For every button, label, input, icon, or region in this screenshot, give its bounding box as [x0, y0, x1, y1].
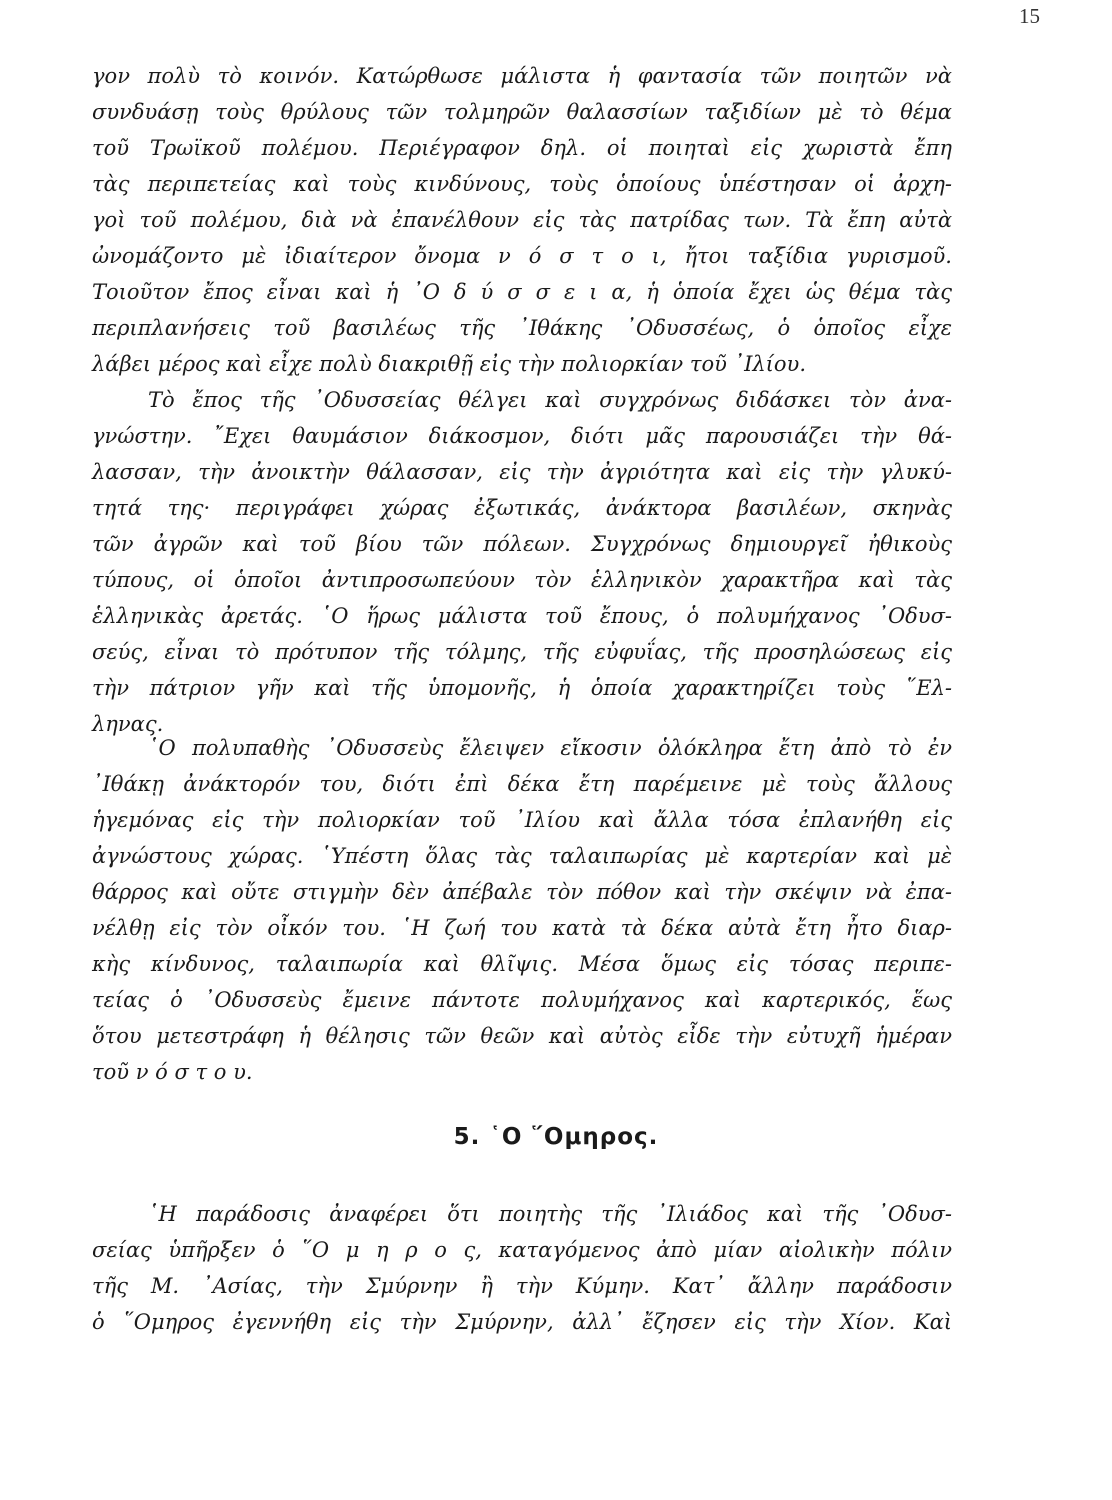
text-line: τοῦ Τρωϊκοῦ πολέμου. Περιέγραφον δηλ. οἱ ποιηταὶ εἰς χωριστὰ ἔπη [92, 136, 952, 160]
text-line: ᾿Ιθάκῃ ἀνάκτορόν του, διότι ἐπὶ δέκα ἔτη παρέμεινε μὲ τοὺς ἄλλους [92, 772, 952, 796]
text-line: τοῦ ν ό σ τ ο υ. [92, 1060, 253, 1084]
text-line: νέλθῃ εἰς τὸν οἶκόν του. ῾Η ζωή του κατὰ τὰ δέκα αὐτὰ ἔτη ἦτο διαρ- [92, 916, 952, 940]
text-line: τὴν πάτριον γῆν καὶ τῆς ὑπομονῆς, ἡ ὁποία χαρακτηρίζει τοὺς ῞Ελ- [92, 676, 952, 700]
text-line: ῾Ο πολυπαθὴς ᾿Οδυσσεὺς ἔλειψεν εἴκοσιν ὁλόκληρα ἔτη ἀπὸ τὸ ἐν [148, 736, 952, 760]
text-line: γον πολὺ τὸ κοινόν. Κατώρθωσε μάλιστα ἡ φαντασία τῶν ποιητῶν νὰ [92, 64, 952, 88]
text-line: ὁ ῞Ομηρος ἐγεννήθη εἰς τὴν Σμύρνην, ἀλλ᾿ ἔζησεν εἰς τὴν Χίον. Καὶ [92, 1310, 952, 1334]
text-line: γνώστην. ῎Εχει θαυμάσιον διάκοσμον, διότι μᾶς παρουσιάζει τὴν θά- [92, 424, 952, 448]
text-line: γοὶ τοῦ πολέμου, διὰ νὰ ἐπανέλθουν εἰς τὰς πατρίδας των. Τὰ ἔπη αὐτὰ [92, 208, 952, 232]
page-number: 15 [1019, 4, 1040, 28]
paragraph-4 [92, 1196, 952, 1340]
text-line: ὅτου μετεστράφη ἡ θέλησις τῶν θεῶν καὶ αὐτὸς εἶδε τὴν εὐτυχῆ ἡμέραν [92, 1024, 952, 1048]
text-line: τῶν ἀγρῶν καὶ τοῦ βίου τῶν πόλεων. Συγχρόνως δημιουργεῖ ἠθικοὺς [92, 532, 952, 556]
text-line: τείας ὁ ᾿Οδυσσεὺς ἔμεινε πάντοτε πολυμήχανος καὶ καρτερικός, ἕως [92, 988, 952, 1012]
text-line: τητά της· περιγράφει χώρας ἐξωτικάς, ἀνάκτορα βασιλέων, σκηνὰς [92, 496, 952, 520]
text-line: ῾Η παράδοσις ἀναφέρει ὅτι ποιητὴς τῆς ᾿Ιλιάδος καὶ τῆς ᾿Οδυσ- [148, 1202, 952, 1226]
text-line: συνδυάσῃ τοὺς θρύλους τῶν τολμηρῶν θαλασσίων ταξιδίων μὲ τὸ θέμα [92, 100, 952, 124]
paragraph-1 [92, 58, 952, 382]
text-line: κὴς κίνδυνος, ταλαιπωρία καὶ θλῖψις. Μέσα ὅμως εἰς τόσας περιπε- [92, 952, 952, 976]
text-line: σεύς, εἶναι τὸ πρότυπον τῆς τόλμης, τῆς εὐφυΐας, τῆς προσηλώσεως εἰς [92, 640, 952, 664]
text-line: περιπλανήσεις τοῦ βασιλέως τῆς ᾿Ιθάκης ᾿Οδυσσέως, ὁ ὁποῖος εἶχε [92, 316, 952, 340]
text-line: ἡγεμόνας εἰς τὴν πολιορκίαν τοῦ ᾿Ιλίου καὶ ἄλλα τόσα ἐπλανήθη εἰς [92, 808, 952, 832]
text-line: Τὸ ἔπος τῆς ᾿Οδυσσείας θέλγει καὶ συγχρόνως διδάσκει τὸν ἀνα- [148, 388, 952, 412]
paragraph-2 [92, 382, 952, 742]
text-line: τύπους, οἱ ὁποῖοι ἀντιπροσωπεύουν τὸν ἑλληνικὸν χαρακτῆρα καὶ τὰς [92, 568, 952, 592]
text-line: θάρρος καὶ οὔτε στιγμὴν δὲν ἀπέβαλε τὸν πόθον καὶ τὴν σκέψιν νὰ ἐπα- [92, 880, 952, 904]
text-line: ληνας. [92, 712, 164, 736]
text-line: Τοιοῦτον ἔπος εἶναι καὶ ἡ ᾿Ο δ ύ σ σ ε ι α, ἡ ὁποία ἔχει ὡς θέμα τὰς [92, 280, 952, 304]
text-line: ὠνομάζοντο μὲ ἰδιαίτερον ὄνομα ν ό σ τ ο ι, ἤτοι ταξίδια γυρισμοῦ. [92, 244, 952, 268]
paragraph-3 [92, 730, 952, 1090]
text-line: τὰς περιπετείας καὶ τοὺς κινδύνους, τοὺς ὁποίους ὑπέστησαν οἱ ἀρχη- [92, 172, 952, 196]
text-line: λασσαν, τὴν ἀνοικτὴν θάλασσαν, εἰς τὴν ἀγριότητα καὶ εἰς τὴν γλυκύ- [92, 460, 952, 484]
text-line: σείας ὑπῆρξεν ὁ ῞Ο μ η ρ ο ς, καταγόμενος ἀπὸ μίαν αἰολικὴν πόλιν [92, 1238, 952, 1262]
text-line: ἀγνώστους χώρας. ῾Υπέστη ὅλας τὰς ταλαιπωρίας μὲ καρτερίαν καὶ μὲ [92, 844, 952, 868]
text-line: τῆς Μ. ᾿Ασίας, τὴν Σμύρνην ἢ τὴν Κύμην. Κατ᾿ ἄλλην παράδοσιν [92, 1274, 952, 1298]
section-heading: 5. ῾Ο ῞Ομηρος. [453, 1124, 659, 1150]
text-line: ἑλληνικὰς ἀρετάς. ῾Ο ἥρως μάλιστα τοῦ ἔπους, ὁ πολυμήχανος ᾿Οδυσ- [92, 604, 952, 628]
text-line: λάβει μέρος καὶ εἶχε πολὺ διακριθῇ εἰς τὴν πολιορκίαν τοῦ ᾿Ιλίου. [92, 352, 806, 376]
